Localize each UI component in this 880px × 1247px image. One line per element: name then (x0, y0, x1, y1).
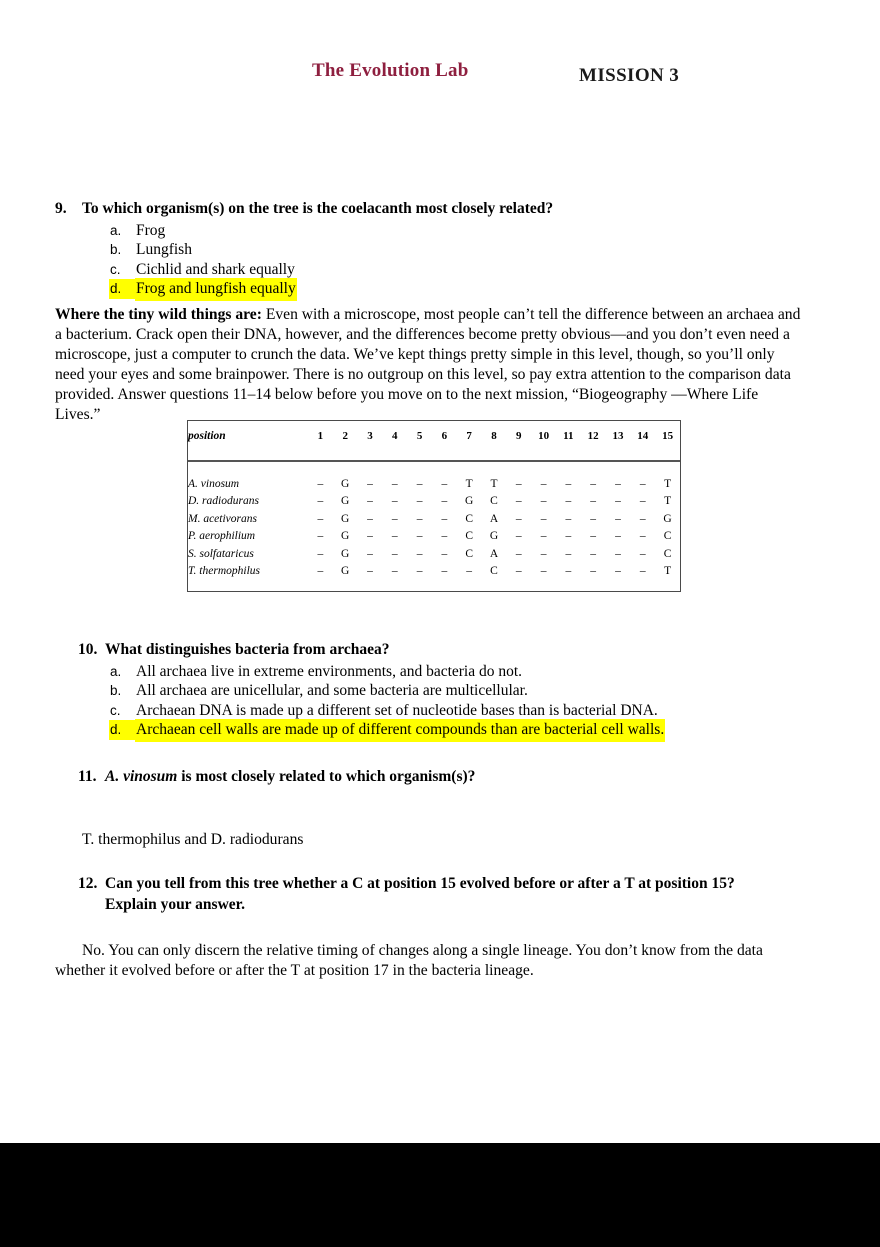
organism-name-4: S. solfataricus (188, 547, 254, 560)
option-9-a-text: Frog (136, 221, 166, 239)
question-10-heading (78, 640, 878, 660)
cell-5-2: G (341, 565, 350, 578)
option-9-c[interactable] (110, 260, 855, 280)
question-12-answer[interactable]: No. You can only discern the relative timing of changes along a single lineage. You don’t know from the data whether it evolved before or after the T at position 17 in the bacteria lineage. (55, 942, 763, 979)
cell-5-1: – (317, 565, 324, 578)
cell-1-14: – (639, 495, 646, 508)
table-corner-label: position (188, 421, 308, 461)
question-10-text: What distinguishes bacteria from archaea? (105, 641, 390, 658)
organism-name-1: D. radiodurans (188, 495, 259, 508)
position-header-9: 9 (506, 421, 531, 461)
cell-1-5: – (416, 495, 423, 508)
cell-2-8: A (489, 512, 499, 525)
cell-2-15: G (663, 512, 672, 525)
position-header-7: 7 (457, 421, 482, 461)
option-10-b[interactable] (110, 681, 878, 701)
option-9-b[interactable] (110, 240, 855, 260)
cell-1-12: – (590, 495, 597, 508)
cell-0-1: – (317, 477, 324, 490)
option-10-d[interactable] (110, 720, 878, 740)
position-header-14: 14 (630, 421, 655, 461)
question-11-number: 11. (78, 768, 97, 785)
cell-0-14: – (639, 477, 646, 490)
cell-0-5: – (416, 477, 423, 490)
position-header-1: 1 (308, 421, 333, 461)
cell-5-7: – (466, 565, 473, 578)
position-header-15: 15 (655, 421, 680, 461)
page-header (0, 60, 880, 92)
cell-4-15: C (663, 547, 672, 560)
cell-2-4: – (391, 512, 398, 525)
cell-0-10: – (540, 477, 547, 490)
cell-4-5: – (416, 547, 423, 560)
question-10-options (78, 662, 878, 740)
cell-5-3: – (367, 565, 373, 578)
cell-4-1: – (317, 547, 324, 560)
position-header-4: 4 (382, 421, 407, 461)
cell-5-5: – (416, 565, 423, 578)
cell-5-8: C (490, 565, 498, 578)
cell-0-2: G (341, 477, 350, 490)
option-10-d-text: Archaean cell walls are made up of different compounds than are bacterial cell walls. (136, 720, 664, 740)
cell-3-9: – (515, 530, 522, 543)
cell-0-11: – (565, 477, 572, 490)
cell-3-11: – (565, 530, 572, 543)
cell-1-9: – (515, 495, 522, 508)
question-10-number: 10. (78, 641, 98, 658)
cell-4-13: – (615, 547, 621, 560)
position-header-3: 3 (358, 421, 383, 461)
cell-0-7: T (465, 477, 473, 490)
option-9-d-letter: d. (110, 280, 136, 298)
question-11 (78, 767, 878, 787)
cell-3-15: C (663, 530, 672, 543)
option-9-d[interactable] (110, 279, 855, 299)
cell-3-5: – (416, 530, 423, 543)
cell-2-5: – (416, 512, 423, 525)
cell-3-14: – (639, 530, 646, 543)
option-9-c-text: Cichlid and shark equally (136, 260, 295, 278)
cell-2-14: – (639, 512, 646, 525)
cell-2-3: – (367, 512, 373, 525)
question-9-options (55, 221, 855, 299)
cell-0-4: – (391, 477, 398, 490)
table-row (188, 493, 680, 511)
question-12-text: Can you tell from this tree whether a C at position 15 evolved before or after a T at position 15? (105, 875, 735, 892)
organism-name-3: P. aerophilium (188, 530, 256, 543)
option-10-d-letter: d. (110, 721, 136, 739)
cell-5-12: – (590, 565, 597, 578)
option-9-c-letter: c. (110, 261, 121, 277)
cell-4-7: C (465, 547, 474, 560)
cell-5-10: – (540, 565, 547, 578)
cell-5-4: – (391, 565, 398, 578)
cell-1-7: G (465, 495, 474, 508)
cell-4-12: – (590, 547, 597, 560)
cell-3-2: G (341, 530, 350, 543)
cell-1-8: C (490, 495, 498, 508)
cell-1-1: – (317, 495, 324, 508)
option-10-c-text: Archaean DNA is made up a different set of nucleotide bases than is bacterial DNA. (136, 701, 658, 719)
table-header-row (188, 421, 680, 461)
cell-0-12: – (590, 477, 597, 490)
intro-paragraph (55, 305, 801, 424)
cell-3-7: C (465, 530, 474, 543)
table-body (188, 461, 680, 580)
question-9-text: To which organism(s) on the tree is the coelacanth most closely related? (82, 200, 554, 217)
cell-1-6: – (441, 495, 448, 508)
intro-paragraph-lead: Where the tiny wild things are: (55, 306, 262, 323)
cell-5-14: – (639, 565, 646, 578)
table-row (188, 545, 680, 563)
question-12 (78, 874, 878, 914)
cell-4-6: – (441, 547, 448, 560)
option-10-a-letter: a. (110, 663, 122, 679)
cell-0-8: T (490, 477, 498, 490)
cell-2-13: – (615, 512, 621, 525)
cell-4-11: – (565, 547, 572, 560)
cell-1-3: – (367, 495, 373, 508)
option-9-d-text: Frog and lungfish equally (136, 279, 296, 299)
organism-name-0: A. vinosum (188, 477, 240, 490)
question-10 (78, 640, 878, 740)
mission-title: MISSION 3 (579, 65, 680, 86)
cell-3-12: – (590, 530, 597, 543)
table-row (188, 563, 680, 581)
brand-title: The Evolution Lab (312, 60, 469, 81)
option-10-c[interactable] (110, 701, 878, 721)
cell-0-3: – (367, 477, 373, 490)
cell-2-2: G (341, 512, 350, 525)
cell-2-9: – (515, 512, 522, 525)
position-header-5: 5 (407, 421, 432, 461)
cell-4-4: – (391, 547, 398, 560)
cell-3-13: – (615, 530, 621, 543)
position-header-12: 12 (581, 421, 606, 461)
cell-3-1: – (317, 530, 324, 543)
cell-2-7: C (465, 512, 474, 525)
cell-1-11: – (565, 495, 572, 508)
question-9-number: 9. (55, 200, 67, 217)
sequence-data-table (187, 420, 681, 592)
question-11-text (105, 767, 878, 787)
question-9 (55, 199, 855, 299)
cell-4-3: – (367, 547, 373, 560)
cell-4-10: – (540, 547, 547, 560)
cell-1-4: – (391, 495, 398, 508)
cell-4-8: A (489, 547, 499, 560)
table-spacer-row (188, 461, 680, 475)
organism-name-2: M. acetivorans (188, 512, 257, 525)
question-12-number: 12. (78, 875, 98, 892)
question-12-heading (78, 874, 878, 894)
cell-3-6: – (441, 530, 448, 543)
cell-5-6: – (441, 565, 448, 578)
organism-name-5: T. thermophilus (188, 565, 260, 578)
option-10-c-letter: c. (110, 702, 121, 718)
cell-2-10: – (540, 512, 547, 525)
cell-3-4: – (391, 530, 398, 543)
cell-3-3: – (367, 530, 373, 543)
question-9-heading (55, 199, 855, 219)
cell-0-13: – (615, 477, 621, 490)
question-12-explain-label: Explain your answer. (105, 895, 245, 913)
question-11-answer[interactable]: T. thermophilus and D. radiodurans (82, 831, 304, 848)
question-11-species: A. vinosum (105, 768, 178, 785)
question-11-text-rest: is most closely related to which organism(s)? (177, 768, 476, 785)
cell-3-10: – (540, 530, 547, 543)
cell-2-1: – (317, 512, 324, 525)
bottom-black-band (0, 1143, 880, 1247)
question-11-heading (78, 767, 878, 787)
position-header-6: 6 (432, 421, 457, 461)
cell-4-9: – (515, 547, 522, 560)
cell-0-15: T (664, 477, 672, 490)
cell-5-13: – (615, 565, 621, 578)
cell-3-8: G (489, 530, 499, 543)
cell-5-15: T (664, 565, 672, 578)
intro-paragraph-body: Even with a microscope, most people can’t tell the difference between an archaea and a bacterium. Crack open their DNA, however, and the differences become pretty obvious—and you don’t even need a microscope, just a computer to crunch the data. We’ve kept things pretty simple in this level, though, so you’ll only need your eyes and some brainpower. There is no outgroup on this level, so pay extra attention to the comparison data provided. Answer questions 11–14 below before you move on to the next mission, “Biogeography —Where Life Lives.” (55, 306, 801, 423)
cell-5-9: – (515, 565, 522, 578)
position-header-8: 8 (482, 421, 507, 461)
cell-2-6: – (441, 512, 448, 525)
cell-1-2: G (341, 495, 350, 508)
cell-5-11: – (565, 565, 572, 578)
option-9-a[interactable] (110, 221, 855, 241)
position-header-13: 13 (606, 421, 631, 461)
cell-1-10: – (540, 495, 547, 508)
option-9-a-letter: a. (110, 222, 122, 238)
cell-2-11: – (565, 512, 572, 525)
cell-2-12: – (590, 512, 597, 525)
option-10-b-letter: b. (110, 683, 122, 699)
cell-1-13: – (615, 495, 621, 508)
table-row (188, 510, 680, 528)
table-row (188, 475, 680, 493)
option-9-b-letter: b. (110, 242, 122, 258)
option-10-a[interactable] (110, 662, 878, 682)
cell-0-9: – (515, 477, 522, 490)
cell-4-14: – (639, 547, 646, 560)
option-9-b-text: Lungfish (136, 241, 192, 259)
position-header-2: 2 (333, 421, 358, 461)
option-10-a-text: All archaea live in extreme environments, and bacteria do not. (136, 662, 523, 680)
position-header-10: 10 (531, 421, 556, 461)
cell-4-2: G (341, 547, 350, 560)
cell-0-6: – (441, 477, 448, 490)
position-header-11: 11 (556, 421, 581, 461)
cell-1-15: T (664, 495, 672, 508)
option-10-b-text: All archaea are unicellular, and some bacteria are multicellular. (136, 682, 528, 700)
table-row (188, 528, 680, 546)
